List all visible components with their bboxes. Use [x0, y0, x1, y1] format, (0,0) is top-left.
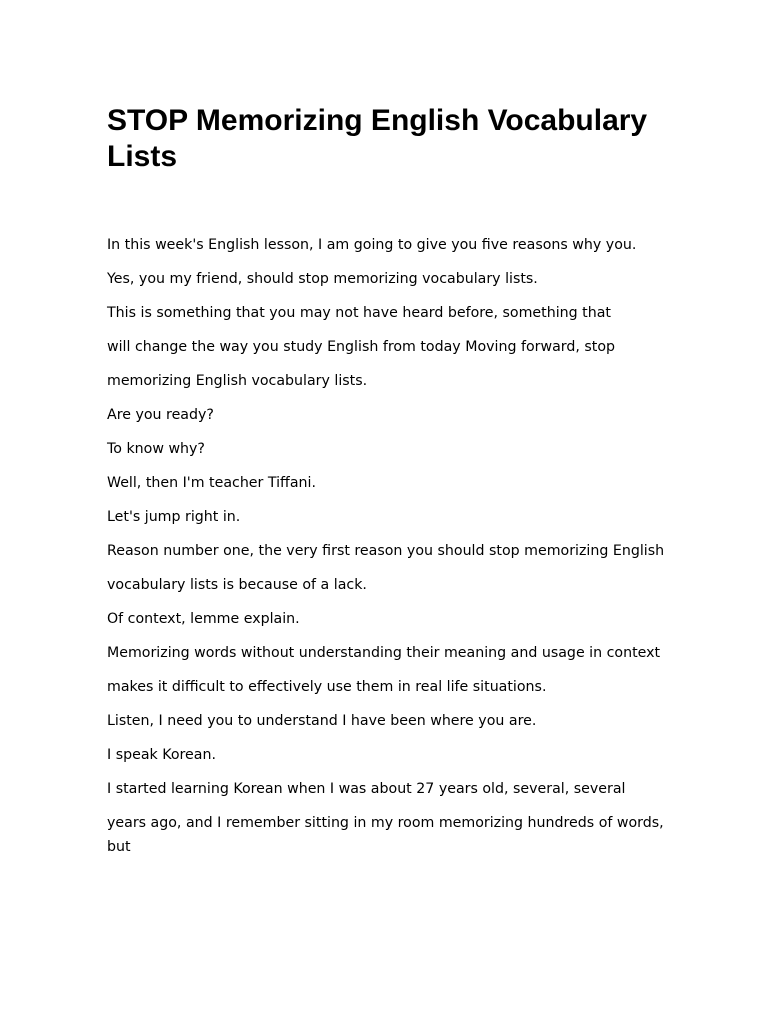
paragraph: memorizing English vocabulary lists.	[107, 373, 368, 389]
document-title: STOP Memorizing English Vocabulary Lists	[107, 104, 648, 173]
paragraph: Are you ready?	[107, 407, 214, 423]
paragraph: Let's jump right in.	[107, 509, 241, 525]
paragraph: In this week's English lesson, I am going to give you five reasons why you.	[107, 237, 637, 253]
paragraph: Well, then I'm teacher Tiffani.	[107, 475, 316, 491]
paragraph: Reason number one, the very first reason you should stop memorizing English	[107, 543, 665, 559]
paragraph: Of context, lemme explain.	[107, 611, 300, 627]
paragraph: Listen, I need you to understand I have been where you are.	[107, 713, 537, 729]
paragraph: makes it difficult to effectively use them in real life situations.	[107, 679, 547, 695]
paragraph: I started learning Korean when I was about 27 years old, several, several	[107, 781, 626, 797]
paragraph: Yes, you my friend, should stop memorizing vocabulary lists.	[107, 271, 538, 287]
paragraph: This is something that you may not have heard before, something that	[107, 305, 611, 321]
paragraph: vocabulary lists is because of a lack.	[107, 577, 367, 593]
paragraph: To know why?	[107, 441, 205, 457]
paragraph: Memorizing words without understanding their meaning and usage in context	[107, 645, 661, 661]
document-body	[107, 233, 667, 869]
paragraph: I speak Korean.	[107, 747, 216, 763]
paragraph: will change the way you study English from today Moving forward, stop	[107, 339, 616, 355]
paragraph: years ago, and I remember sitting in my room memorizing hundreds of words, but	[107, 815, 664, 855]
